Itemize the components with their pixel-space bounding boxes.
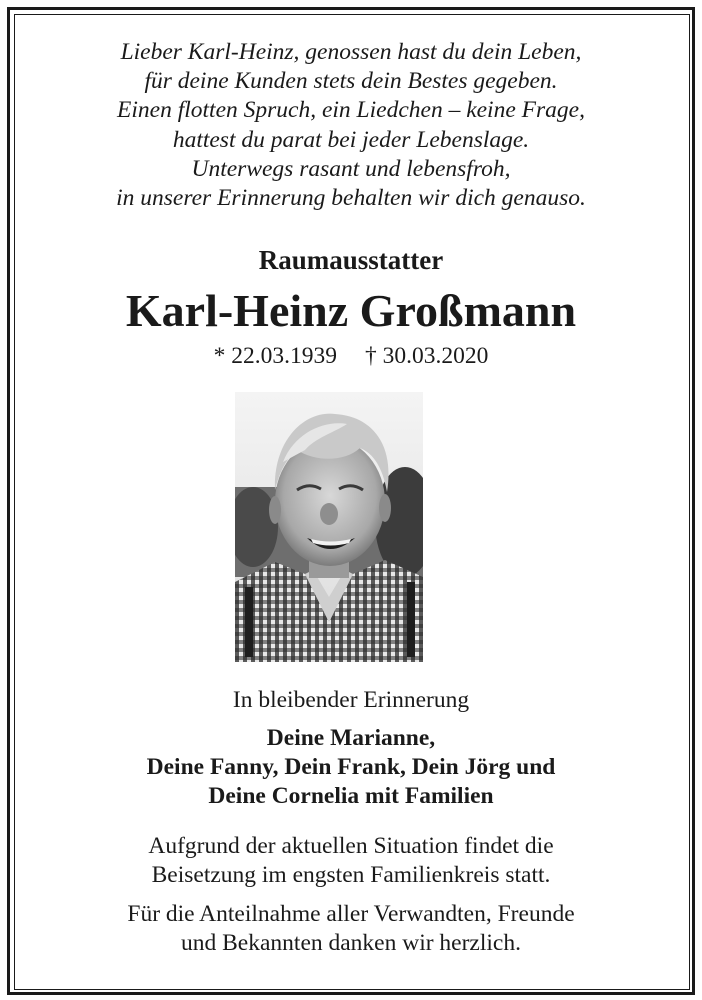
family-line: Deine Marianne, xyxy=(266,725,436,751)
poem-line: hattest du parat bei jeder Lebenslage. xyxy=(172,126,530,153)
birth-date: * 22.03.1939 xyxy=(213,343,337,369)
poem-line: für deine Kunden stets dein Bestes gegeben. xyxy=(144,68,558,95)
family-line: Deine Fanny, Dein Frank, Dein Jörg und xyxy=(146,754,556,780)
memorial-poem xyxy=(20,38,682,213)
life-dates xyxy=(20,341,682,371)
death-date: † 30.03.2020 xyxy=(365,343,489,369)
funeral-notice xyxy=(20,832,682,890)
family-line: Deine Cornelia mit Familien xyxy=(208,783,494,809)
poem-line: Einen flotten Spruch, ein Liedchen – keine Frage, xyxy=(117,97,585,124)
poem-line: Lieber Karl-Heinz, genossen hast du dein Leben, xyxy=(120,39,582,65)
portrait-photo xyxy=(235,392,423,662)
notice-line: Beisetzung im engsten Familienkreis statt. xyxy=(151,862,551,888)
poem-line: Unterwegs rasant und lebensfroh, xyxy=(191,155,511,182)
deceased-name: Karl-Heinz Großmann xyxy=(125,285,577,336)
thanks-line: Für die Anteilnahme aller Verwandten, Freunde xyxy=(127,901,575,927)
poem-line: in unserer Erinnerung behalten wir dich genauso. xyxy=(116,185,586,212)
notice-line: Aufgrund der aktuellen Situation findet die xyxy=(148,833,554,859)
profession-title: Raumausstatter xyxy=(258,245,444,275)
remembrance-line: In bleibender Erinnerung xyxy=(232,687,470,713)
thanks-line: und Bekannten danken wir herzlich. xyxy=(181,930,521,956)
family-signature xyxy=(20,724,682,811)
thanks-note xyxy=(20,900,682,958)
